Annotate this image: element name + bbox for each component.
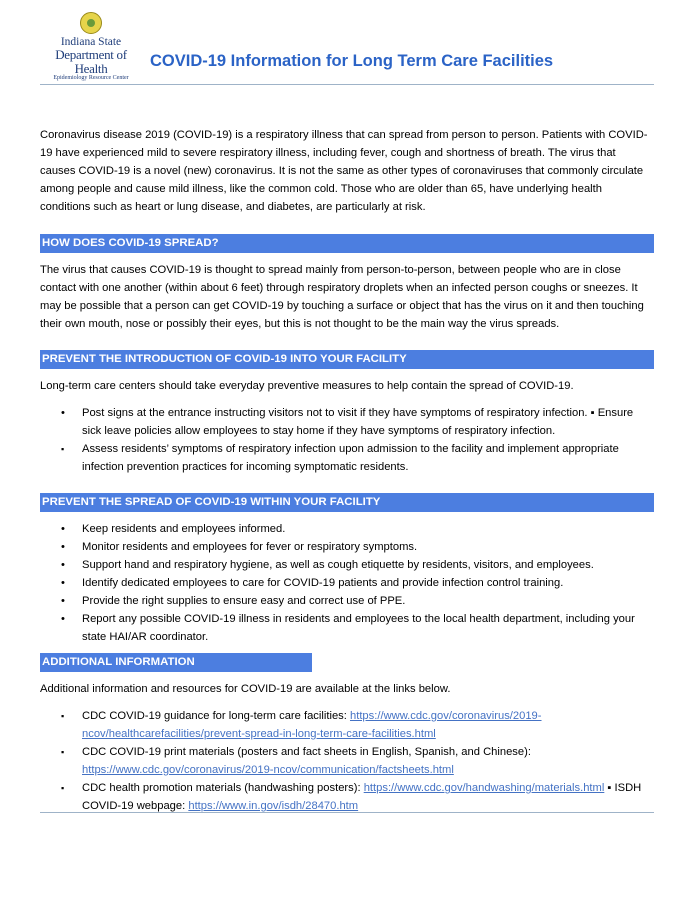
list-item xyxy=(40,538,654,556)
print-materials-link[interactable]: https://www.cdc.gov/coronavirus/2019-ncov/communication/factsheets.html xyxy=(82,764,454,776)
bullet-icon: • xyxy=(61,559,65,571)
list-item-text: Identify dedicated employees to care for COVID-19 patients and provide infection control training. xyxy=(82,577,564,589)
list-item xyxy=(40,743,654,779)
spread-paragraph: The virus that causes COVID-19 is thought to spread mainly from person-to-person, between people who are in close contact with one another (within about 6 feet) through respiratory droplets when an infected person coughs or sneezes. It may be possible that a person can get COVID-19 by touching a surface or object that has the virus on it and then touching their own mouth, nose or possibly their eyes, but this is not thought to be the main way the virus spreads. xyxy=(40,264,644,330)
list-item xyxy=(40,610,654,646)
section-heading-spread: HOW DOES COVID-19 SPREAD? xyxy=(40,234,654,253)
logo-line-2: Department of Health xyxy=(55,47,127,76)
bullet-icon: • xyxy=(61,523,65,535)
handwashing-materials-link[interactable]: https://www.cdc.gov/handwashing/materials.html xyxy=(363,782,605,794)
header-divider xyxy=(40,84,654,85)
logo-line-1: Indiana State xyxy=(60,36,122,48)
list-item xyxy=(40,779,654,815)
prevent-spread-list xyxy=(40,520,654,646)
intro-paragraph: Coronavirus disease 2019 (COVID-19) is a respiratory illness that can spread from person to person. Patients with COVID-19 have experienced mild to severe respiratory illness, including fever, cough and shortness of breath. The virus that causes COVID-19 is a novel (new) coronavirus. It is not the same as other types of coronaviruses that commonly circulate among people and cause mild illness, like the common cold. Those who are older than 65, have underlying health conditions such as heart or lung disease, and diabetes, are particularly at risk. xyxy=(40,129,648,213)
footer-divider xyxy=(40,812,654,813)
resources-list xyxy=(40,707,654,815)
section-heading-additional-info: ADDITIONAL INFORMATION xyxy=(40,653,312,672)
prevent-introduction-list xyxy=(40,404,654,476)
bullet-icon: ▪ xyxy=(61,747,65,757)
list-item-text: Post signs at the entrance instructing visitors not to visit if they have symptoms of respiratory infection. ▪ Ensure sick leave policies allow employees to stay home if they have symptoms of respiratory infection. xyxy=(82,407,634,437)
bullet-icon: • xyxy=(61,577,65,589)
document-header xyxy=(0,0,694,86)
isdh-webpage-link[interactable]: https://www.in.gov/isdh/28470.htm xyxy=(188,800,359,812)
list-item-text: Report any possible COVID-19 illness in residents and employees to the local health department, including your state HAI/AR coordinator. xyxy=(82,613,635,643)
state-seal-icon xyxy=(80,12,102,34)
bullet-icon: • xyxy=(61,541,65,553)
bullet-icon: • xyxy=(61,407,65,419)
resource-label: CDC health promotion materials (handwashing posters): xyxy=(82,782,364,794)
list-item-text: Monitor residents and employees for fever or respiratory symptoms. xyxy=(82,541,418,553)
list-item xyxy=(40,592,654,610)
document-title: COVID-19 Information for Long Term Care Facilities xyxy=(150,52,554,70)
ltc-guidance-link[interactable]: https://www.cdc.gov/coronavirus/2019-ncov/healthcarefacilities/prevent-spread-in-long-term-care-facilities.html xyxy=(82,710,542,740)
list-item xyxy=(40,520,654,538)
bullet-icon: • xyxy=(61,613,65,625)
bullet-icon: • xyxy=(61,595,65,607)
list-item xyxy=(40,707,654,743)
list-item-text: Provide the right supplies to ensure easy and correct use of PPE. xyxy=(82,595,406,607)
list-item-text: Keep residents and employees informed. xyxy=(82,523,286,535)
list-item xyxy=(40,440,654,476)
resource-label: ▪ ISDH COVID-19 webpage: xyxy=(82,782,642,812)
logo-line-3: Epidemiology Resource Center xyxy=(53,75,129,82)
bullet-icon: ▪ xyxy=(61,711,65,721)
bullet-icon: ▪ xyxy=(61,783,65,793)
isdh-logo xyxy=(40,36,142,82)
prevent-intro-paragraph: Long-term care centers should take everyday preventive measures to help contain the spread of COVID-19. xyxy=(40,380,574,392)
list-item xyxy=(40,574,654,592)
resource-label: CDC COVID-19 print materials (posters and fact sheets in English, Spanish, and Chinese): xyxy=(82,746,531,758)
list-item xyxy=(40,556,654,574)
resource-label: CDC COVID-19 guidance for long-term care facilities: xyxy=(82,710,350,722)
document-body xyxy=(40,126,654,815)
list-item xyxy=(40,404,654,440)
section-heading-prevent-introduction: PREVENT THE INTRODUCTION OF COVID-19 INTO YOUR FACILITY xyxy=(40,350,654,369)
section-heading-prevent-spread: PREVENT THE SPREAD OF COVID-19 WITHIN YOUR FACILITY xyxy=(40,493,654,512)
bullet-icon: ▪ xyxy=(61,444,65,454)
list-item-text: Support hand and respiratory hygiene, as well as cough etiquette by residents, visitors, and employees. xyxy=(82,559,594,571)
list-item-text: Assess residents’ symptoms of respiratory infection upon admission to the facility and implement appropriate infection prevention practices for incoming symptomatic residents. xyxy=(82,443,619,473)
additional-info-paragraph: Additional information and resources for COVID-19 are available at the links below. xyxy=(40,683,451,695)
